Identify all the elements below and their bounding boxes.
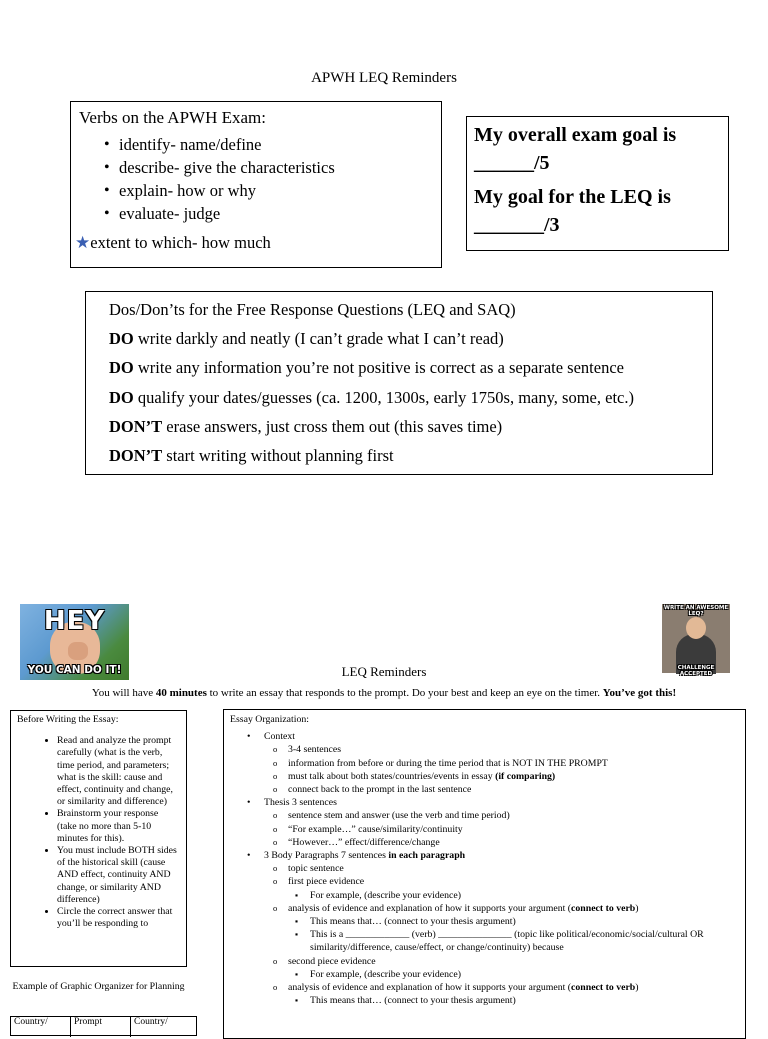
- dos-text: start writing without planning first: [162, 446, 394, 466]
- organizer-col: Country/: [11, 1017, 71, 1037]
- dos-row: [109, 441, 689, 470]
- intro-text: [0, 687, 768, 699]
- meme-bottom-text: CHALLENGE ACCEPTED: [677, 665, 715, 677]
- item-text: analysis of evidence and explanation of how it supports your argument (: [288, 982, 572, 994]
- verbs-list: [79, 133, 433, 225]
- item-text: second piece evidence: [288, 955, 376, 967]
- analysis-sublist: [288, 994, 739, 1007]
- leq-goal: [474, 183, 721, 239]
- star-icon: ★: [75, 233, 91, 252]
- item-emphasis: connect to verb: [571, 902, 636, 914]
- list-item: o sentence stem and answer (use the verb and time period): [288, 809, 739, 822]
- item-text: connect back to the prompt in the last sentence: [288, 784, 472, 796]
- dos-heading: Dos/Don’ts for the Free Response Questions (LEQ and SAQ): [109, 300, 516, 319]
- dos-lead: DO: [109, 358, 134, 378]
- list-item: • identify- name/define: [79, 133, 433, 156]
- list-item: ▪ This means that… (connect to your thesis argument): [310, 915, 739, 928]
- list-item: [288, 783, 739, 796]
- dos-lead: DO: [109, 387, 134, 407]
- list-item: • Brainstorm your response (take no more than 5-10 minutes for this).: [57, 808, 180, 845]
- dos-row: [109, 383, 689, 412]
- dos-lead: DON’T: [109, 416, 163, 436]
- list-item: [264, 730, 739, 796]
- list-item: • describe- give the characteristics: [79, 156, 433, 179]
- item-text: ): [635, 982, 639, 994]
- fist-shape: [68, 642, 88, 660]
- meme-top-text: WRITE AN AWESOME LEQ?: [663, 605, 729, 617]
- list-item: [288, 955, 739, 981]
- meme-bottom-text: YOU CAN DO IT!: [27, 664, 122, 676]
- organizer-col: Prompt: [71, 1017, 131, 1037]
- list-item: [264, 849, 739, 1007]
- graphic-organizer-table: [10, 1016, 197, 1036]
- list-item: [288, 875, 739, 901]
- body-label: 3 Body Paragraphs 7 sentences: [264, 850, 389, 862]
- page-title: APWH LEQ Reminders: [311, 70, 457, 86]
- context-sublist: [264, 743, 739, 796]
- dos-text: qualify your dates/guesses (ca. 1200, 1300s, early 1750s, many, some, etc.): [133, 387, 634, 407]
- meme-top-text: HEY: [43, 606, 106, 636]
- list-item: • Circle the correct answer that you’ll be responding to: [57, 906, 180, 930]
- evidence-sublist: [288, 968, 739, 981]
- list-item: ▪ For example, (describe your evidence): [310, 889, 739, 902]
- organizer-col: Country/: [134, 1017, 168, 1027]
- list-item: o topic sentence: [288, 862, 739, 875]
- intro-encouragement: You’ve got this!: [602, 687, 677, 699]
- list-item: • Read and analyze the prompt carefully (what is the verb, time period, and parameters; what is the skill: cause and effect, continuity and change, or similarity and difference): [57, 735, 180, 808]
- list-item: ▪ This means that… (connect to your thesis argument): [310, 994, 739, 1007]
- verbs-box: [70, 101, 442, 268]
- graphic-organizer-title: Example of Graphic Organizer for Planning: [12, 981, 185, 992]
- list-item: [288, 743, 739, 756]
- exam-goal-blank: ______/5: [474, 152, 550, 174]
- before-list: [17, 735, 180, 930]
- item-emphasis: connect to verb: [571, 982, 636, 994]
- dos-donts-box: [85, 291, 713, 475]
- extent-line: [75, 233, 433, 253]
- list-item: • You must include BOTH sides of the historical skill (cause AND effect, continuity AND change, or similarity AND difference): [57, 845, 180, 906]
- intro-c: to write an essay that responds to the prompt. Do your best and keep an eye on the timer.: [206, 687, 603, 699]
- leq-goal-label: My goal for the LEQ is: [474, 186, 671, 208]
- list-item: • evaluate- judge: [79, 202, 433, 225]
- body-sublist: [264, 862, 739, 1007]
- item-emphasis: (if comparing): [495, 770, 556, 782]
- thesis-sublist: [264, 809, 739, 849]
- org-heading: Essay Organization:: [230, 714, 309, 725]
- extent-text: extent to which- how much: [90, 233, 271, 252]
- item-text: information from before or during the time period that is NOT IN THE PROMPT: [288, 757, 608, 769]
- list-item: o “For example…” cause/similarity/continuity: [288, 823, 739, 836]
- exam-goal: [474, 121, 721, 177]
- list-item: [288, 757, 739, 770]
- exam-goal-label: My overall exam goal is: [474, 124, 677, 146]
- essay-organization-box: [223, 709, 746, 1039]
- dos-lead: DO: [109, 329, 134, 349]
- head-shape: [686, 617, 706, 639]
- challenge-accepted-meme-image: [662, 604, 730, 677]
- list-item: ▪ This is a _____________ (verb) _______________ (topic like political/economic/social/cultural OR similarity/difference, cause/effect, or change/continuity) because: [310, 928, 739, 954]
- list-item: [288, 770, 739, 783]
- dos-text: erase answers, just cross them out (this saves time): [162, 416, 503, 436]
- list-item: [288, 902, 739, 955]
- intro-a: You will have: [91, 687, 156, 699]
- before-writing-box: [10, 710, 187, 967]
- leq-goal-blank: _______/3: [474, 214, 560, 236]
- item-text: first piece evidence: [288, 876, 365, 888]
- analysis-sublist: [288, 915, 739, 955]
- list-item: ▪ For example, (describe your evidence): [310, 968, 739, 981]
- context-label: Context: [264, 731, 296, 743]
- section-title: LEQ Reminders: [341, 664, 427, 679]
- dos-lead: DON’T: [109, 446, 163, 466]
- item-text: analysis of evidence and explanation of how it supports your argument (: [288, 902, 572, 914]
- list-item: • explain- how or why: [79, 179, 433, 202]
- thesis-label: Thesis 3 sentences: [264, 797, 337, 809]
- dos-row: [109, 412, 689, 441]
- item-text: 3-4 sentences: [288, 744, 342, 756]
- verbs-heading: Verbs on the APWH Exam:: [79, 108, 266, 127]
- org-list: [230, 730, 739, 1007]
- item-text: must talk about both states/countries/events in essay: [288, 770, 496, 782]
- before-heading: Before Writing the Essay:: [17, 714, 119, 725]
- intro-time: 40 minutes: [155, 687, 207, 699]
- dos-row: [109, 353, 689, 382]
- body-label-emphasis: in each paragraph: [388, 850, 466, 862]
- dos-text: write any information you’re not positive is correct as a separate sentence: [133, 358, 624, 378]
- list-item: [264, 796, 739, 849]
- item-text: ): [635, 902, 639, 914]
- evidence-sublist: [288, 889, 739, 902]
- dos-text: write darkly and neatly (I can’t grade what I can’t read): [133, 329, 504, 349]
- dos-row: [109, 324, 689, 353]
- list-item: o “However…” effect/difference/change: [288, 836, 739, 849]
- goal-box: [466, 116, 729, 251]
- list-item: [288, 981, 739, 1007]
